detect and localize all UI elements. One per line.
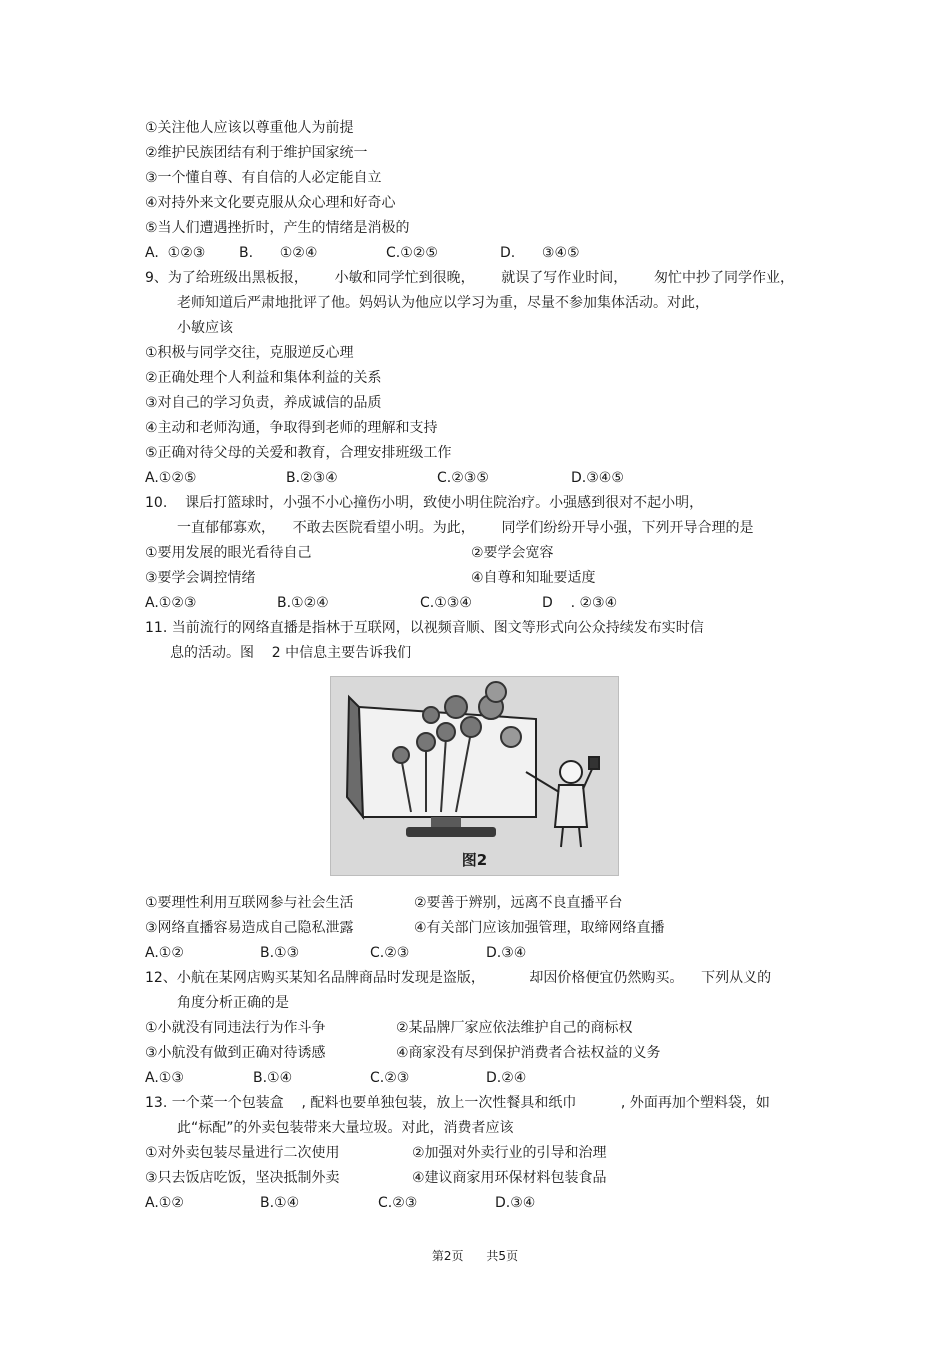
- q12-answer-b: B.①④: [253, 1070, 293, 1086]
- q9-option-2: ②正确处理个人利益和集体利益的关系: [145, 370, 382, 386]
- q8-option-3: ③一个懂自尊、有自信的人必定能自立: [145, 170, 382, 186]
- q8-answer-a: A. ①②③: [145, 245, 206, 261]
- q11-option-1: ①要理性利用互联网参与社会生活: [145, 895, 354, 911]
- q12-stem-2: 角度分析正确的是: [177, 995, 289, 1011]
- q13-option-2: ②加强对外卖行业的引导和治理: [412, 1145, 607, 1161]
- q10-answer-a: A.①②③: [145, 595, 197, 611]
- q9-option-5: ⑤正确对待父母的关爱和教育，合理安排班级工作: [145, 445, 452, 461]
- q9-answer-b: B.②③④: [286, 470, 338, 486]
- page-footer: 第2页 共5页: [431, 1249, 519, 1263]
- q8-option-4: ④对持外来文化要克服从众心理和好奇心: [145, 195, 396, 211]
- cartoon-illustration: [331, 677, 618, 875]
- q10-option-4: ④自尊和知耻要适度: [471, 570, 596, 586]
- q9-answer-c: C.②③⑤: [437, 470, 489, 486]
- q8-answer-b: B. ①②④: [239, 245, 318, 261]
- q10-option-1: ①要用发展的眼光看待自己: [145, 545, 312, 561]
- q13-stem-1: 13. 一个菜一个包装盒 , 配料也要单独包装，放上一次性餐具和纸巾 , 外面再加个塑料袋，如: [145, 1095, 770, 1111]
- q8-option-1: ①关注他人应该以尊重他人为前提: [145, 120, 354, 136]
- q13-stem-2: 此“标配”的外卖包装带来大量垃圾。对此，消费者应该: [177, 1120, 514, 1136]
- q10-stem-2: 一直郁郁寡欢， 不敢去医院看望小明。为此， 同学们纷纷开导小强，下列开导合理的是: [177, 520, 754, 536]
- q8-option-2: ②维护民族团结有利于维护国家统一: [145, 145, 368, 161]
- q8-option-5: ⑤当人们遭遇挫折时，产生的情绪是消极的: [145, 220, 410, 236]
- q12-answer-a: A.①③: [145, 1070, 184, 1086]
- q10-answer-c: C.①③④: [420, 595, 472, 611]
- q11-option-4: ④有关部门应该加强管理，取缔网络直播: [414, 920, 665, 936]
- q13-option-3: ③只去饭店吃饭，坚决抵制外卖: [145, 1170, 340, 1186]
- q10-stem-1: 10. 课后打篮球时，小强不小心撞伤小明，致使小明住院治疗。小强感到很对不起小明，: [145, 495, 704, 511]
- q11-answer-a: A.①②: [145, 945, 184, 961]
- q9-option-1: ①积极与同学交往，克服逆反心理: [145, 345, 354, 361]
- q13-answer-d: D.③④: [495, 1195, 536, 1211]
- figure-label: 图2: [461, 851, 488, 869]
- figure-2-cartoon: [330, 676, 619, 876]
- monitor-shape: [347, 697, 536, 837]
- q9-answer-a: A.①②⑤: [145, 470, 197, 486]
- q8-answer-d: D. ③④⑤: [500, 245, 580, 261]
- q13-answer-a: A.①②: [145, 1195, 184, 1211]
- q12-option-4: ④商家没有尽到保护消费者合祛权益的义务: [396, 1045, 661, 1061]
- q11-stem-2: 息的活动。图 2 中信息主要告诉我们: [170, 645, 412, 661]
- q9-option-4: ④主动和老师沟通，争取得到老师的理解和支持: [145, 420, 438, 436]
- q12-stem-1: 12、小航在某网店购买某知名品牌商品时发现是盗版， 却因价格便宜仍然购买。 下列从义的: [145, 970, 772, 986]
- q13-option-1: ①对外卖包装尽量进行二次使用: [145, 1145, 340, 1161]
- q13-answer-b: B.①④: [260, 1195, 300, 1211]
- q11-answer-d: D.③④: [486, 945, 527, 961]
- q9-stem-2: 老师知道后严肃地批评了他。妈妈认为他应以学习为重，尽量不参加集体活动。对此，: [177, 295, 709, 311]
- q12-answer-d: D.②④: [486, 1070, 527, 1086]
- q10-option-3: ③要学会调控情绪: [145, 570, 256, 586]
- q11-option-2: ②要善于辨别，远离不良直播平台: [414, 895, 623, 911]
- q12-option-1: ①小就没有同违法行为作斗争: [145, 1020, 326, 1036]
- q13-option-4: ④建议商家用环保材料包装食品: [412, 1170, 607, 1186]
- q9-option-3: ③对自己的学习负责，养成诚信的品质: [145, 395, 382, 411]
- q9-stem-3: 小敏应该: [177, 320, 233, 336]
- q9-answer-d: D.③④⑤: [571, 470, 624, 486]
- q11-stem-1: 11. 当前流行的网络直播是指林于互联网，以视频音顺、图文等形式向公众持续发布实时信: [145, 620, 704, 636]
- q12-answer-c: C.②③: [370, 1070, 410, 1086]
- q9-stem-1: 9、为了给班级出黑板报， 小敏和同学忙到很晚， 就误了写作业时间， 匆忙中抄了同学作业，: [145, 270, 795, 286]
- q11-answer-c: C.②③: [370, 945, 410, 961]
- q11-option-3: ③网络直播容易造成自己隐私泄露: [145, 920, 354, 936]
- q13-answer-c: C.②③: [378, 1195, 418, 1211]
- q11-answer-b: B.①③: [260, 945, 300, 961]
- q10-answer-b: B.①②④: [277, 595, 329, 611]
- q12-option-2: ②某品牌厂家应依法维护自己的商标权: [396, 1020, 633, 1036]
- q10-option-2: ②要学会宽容: [471, 545, 554, 561]
- q12-option-3: ③小航没有做到正确对待诱感: [145, 1045, 326, 1061]
- q10-answer-d: D . ②③④: [542, 595, 618, 611]
- q8-answer-c: C.①②⑤: [386, 245, 438, 261]
